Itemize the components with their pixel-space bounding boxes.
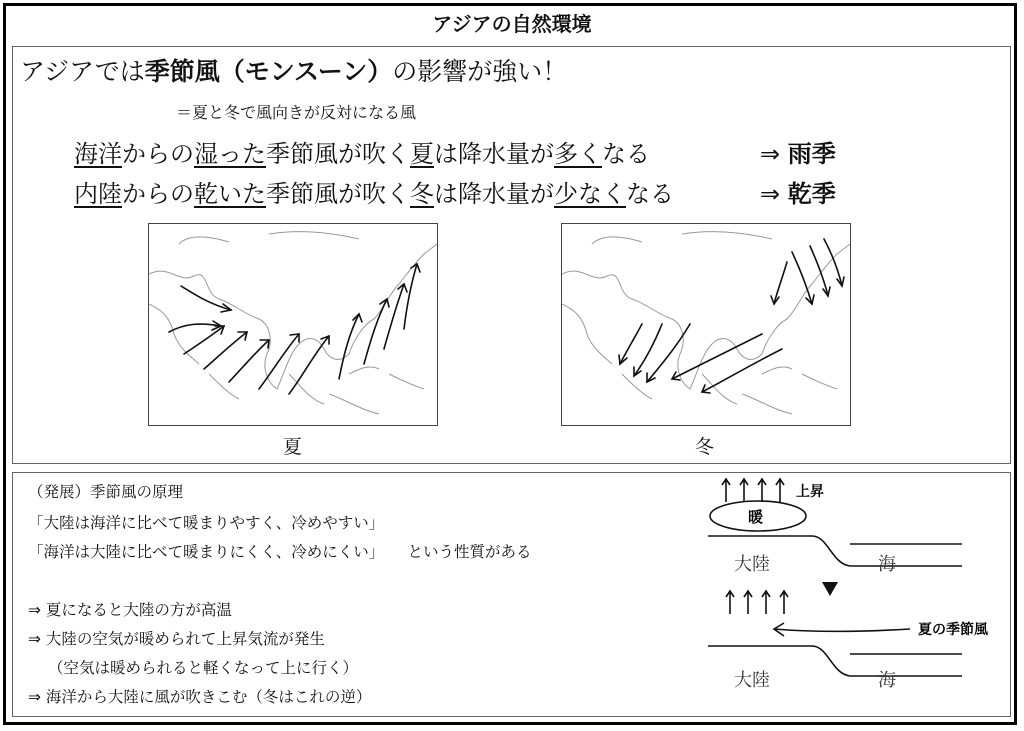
monsoon-principle-diagram [700,474,990,714]
summer-map-caption: 夏 [283,436,303,458]
arrow-icon: ⇒ [760,140,781,168]
winter-map-graphic [562,224,850,425]
monsoon-term: 季節風（モンスーン） [144,57,393,86]
dry-season-result: ⇒ 乾季 [760,180,836,208]
summer-monsoon-map [148,223,438,426]
winter-monsoon-map [561,223,851,426]
principle-step-1: ⇒ 夏になると大陸の方が高温 [28,601,232,619]
principle-fact-sea: 「海洋は大陸に比べて暖まりにくく、冷めにくい」 という性質がある [28,543,532,561]
wind-label: 夏の季節風 [918,622,988,638]
monsoon-definition: ＝夏と冬で風向きが反対になる風 [176,103,417,122]
principle-step-3: ⇒ 海洋から大陸に風が吹きこむ（冬はこれの逆） [28,688,372,706]
principle-heading: （発展）季節風の原理 [28,483,184,501]
down-arrow-icon [822,582,838,596]
summer-map-graphic [149,224,437,425]
winter-map-caption: 冬 [695,436,715,458]
principle-step-2: ⇒ 大陸の空気が暖められて上昇気流が発生 [28,630,325,648]
sea-label-top: 海 [878,554,896,575]
land-label-bottom: 大陸 [734,670,770,691]
summer-line: 海洋からの湿った季節風が吹く夏は降水量が多くなる [74,140,650,168]
warm-label: 暖 [748,508,764,526]
principle-fact-land: 「大陸は海洋に比べて暖まりやすく、冷めやすい」 [28,514,385,532]
principle-step-2-note: （空気は暖められると軽くなって上に行く） [48,659,359,677]
winter-line: 内陸からの乾いた季節風が吹く冬は降水量が少なくなる [74,180,674,208]
rainy-season-result: ⇒ 雨季 [760,140,836,168]
land-label-top: 大陸 [734,554,770,575]
rise-label: 上昇 [796,484,824,500]
sea-label-bottom: 海 [878,670,896,691]
headline: アジアでは季節風（モンスーン）の影響が強い！ [20,57,568,86]
page-title: アジアの自然環境 [432,12,592,36]
arrow-icon: ⇒ [760,180,781,208]
